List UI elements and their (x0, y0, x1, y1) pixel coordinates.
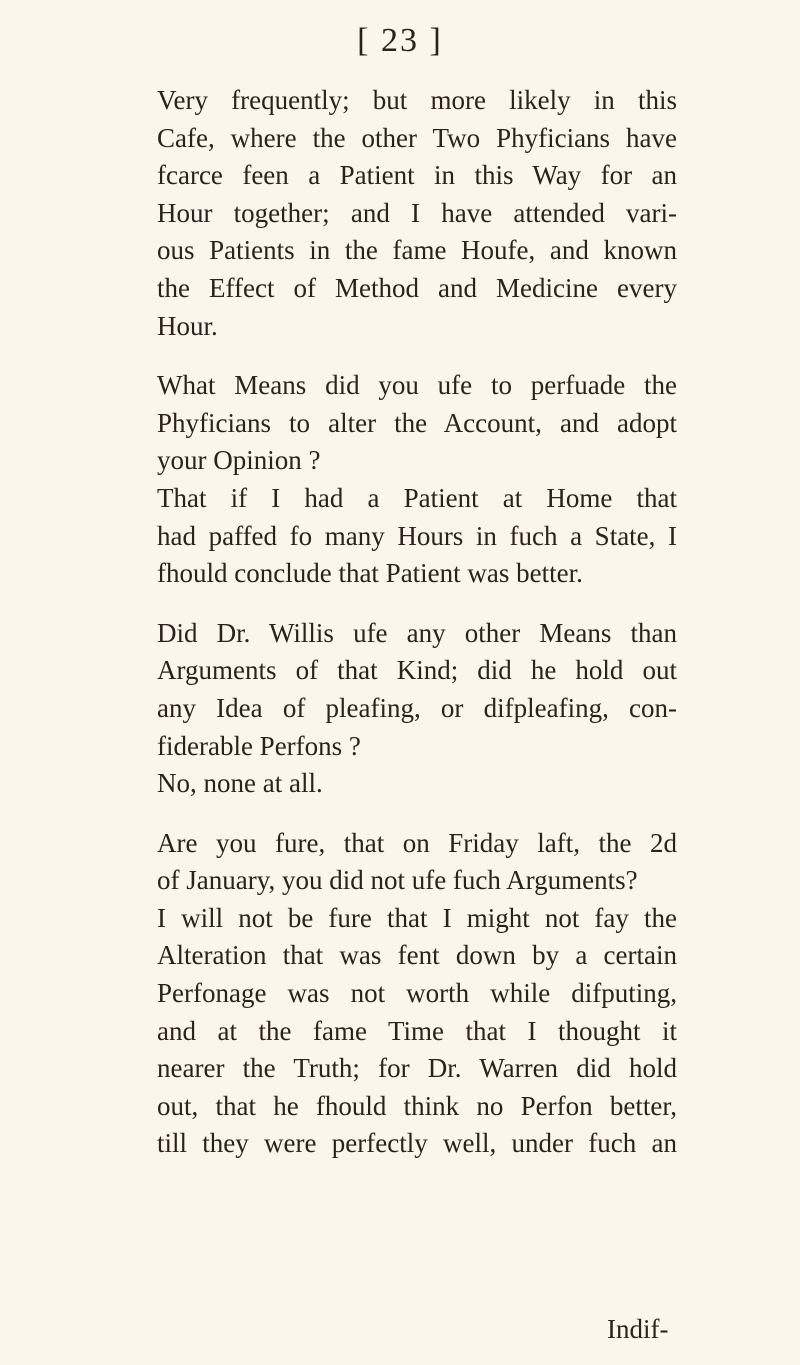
text-line: Arguments of that Kind; did he hold out (157, 655, 677, 686)
text-line: Perfonage was not worth while difputing, (157, 978, 677, 1009)
catchword: Indif- (607, 1314, 669, 1344)
paragraph-gap (157, 593, 677, 615)
text-line: fhould conclude that Patient was better. (157, 558, 583, 589)
text-line: That if I had a Patient at Home that (157, 482, 677, 513)
paragraph-gap (157, 803, 677, 825)
text-line: Very frequently; but more likely in this (157, 85, 677, 115)
body-text (157, 82, 677, 1163)
text-line: had paffed fo many Hours in fuch a State, I (157, 520, 677, 551)
text-line: Cafe, where the other Two Phyficians have (157, 122, 677, 153)
text-line: What Means did you ufe to perfuade the (157, 370, 677, 401)
paragraph-1 (157, 367, 677, 480)
text-line: I will not be fure that I might not fay the (157, 902, 677, 933)
paragraph-5 (157, 825, 677, 900)
text-line: Are you fure, that on Friday laft, the 2d (157, 827, 677, 858)
paragraph-3 (157, 615, 677, 765)
text-line: fiderable Perfons ? (157, 730, 361, 761)
text-line: and at the fame Time that I thought it (157, 1015, 677, 1046)
paragraph-gap (157, 345, 677, 367)
text-line: Alteration that was fent down by a certain (157, 940, 677, 971)
text-line: Hour together; and I have attended vari- (157, 197, 677, 228)
text-line: No, none at all. (157, 768, 323, 799)
text-line: the Effect of Method and Medicine every (157, 272, 677, 303)
text-line: your Opinion ? (157, 445, 321, 476)
text-line: Did Dr. Willis ufe any other Means than (157, 617, 677, 648)
text-line: out, that he fhould think no Perfon better, (157, 1090, 677, 1121)
page-number-header: [ 23 ] (357, 22, 443, 59)
paragraph-4 (157, 765, 677, 803)
text-line: any Idea of pleafing, or difpleafing, con- (157, 692, 677, 723)
text-line: ous Patients in the fame Houfe, and known (157, 235, 677, 266)
text-line: fcarce feen a Patient in this Way for an (157, 160, 677, 191)
paragraph-0 (157, 82, 677, 345)
text-line: of January, you did not ufe fuch Arguments? (157, 865, 638, 896)
paragraph-6 (157, 900, 677, 1163)
text-line: till they were perfectly well, under fuch an (157, 1128, 677, 1159)
text-line: nearer the Truth; for Dr. Warren did hold (157, 1053, 677, 1084)
text-line: Hour. (157, 310, 218, 341)
text-line: Phyficians to alter the Account, and adopt (157, 407, 677, 438)
paragraph-2 (157, 480, 677, 593)
